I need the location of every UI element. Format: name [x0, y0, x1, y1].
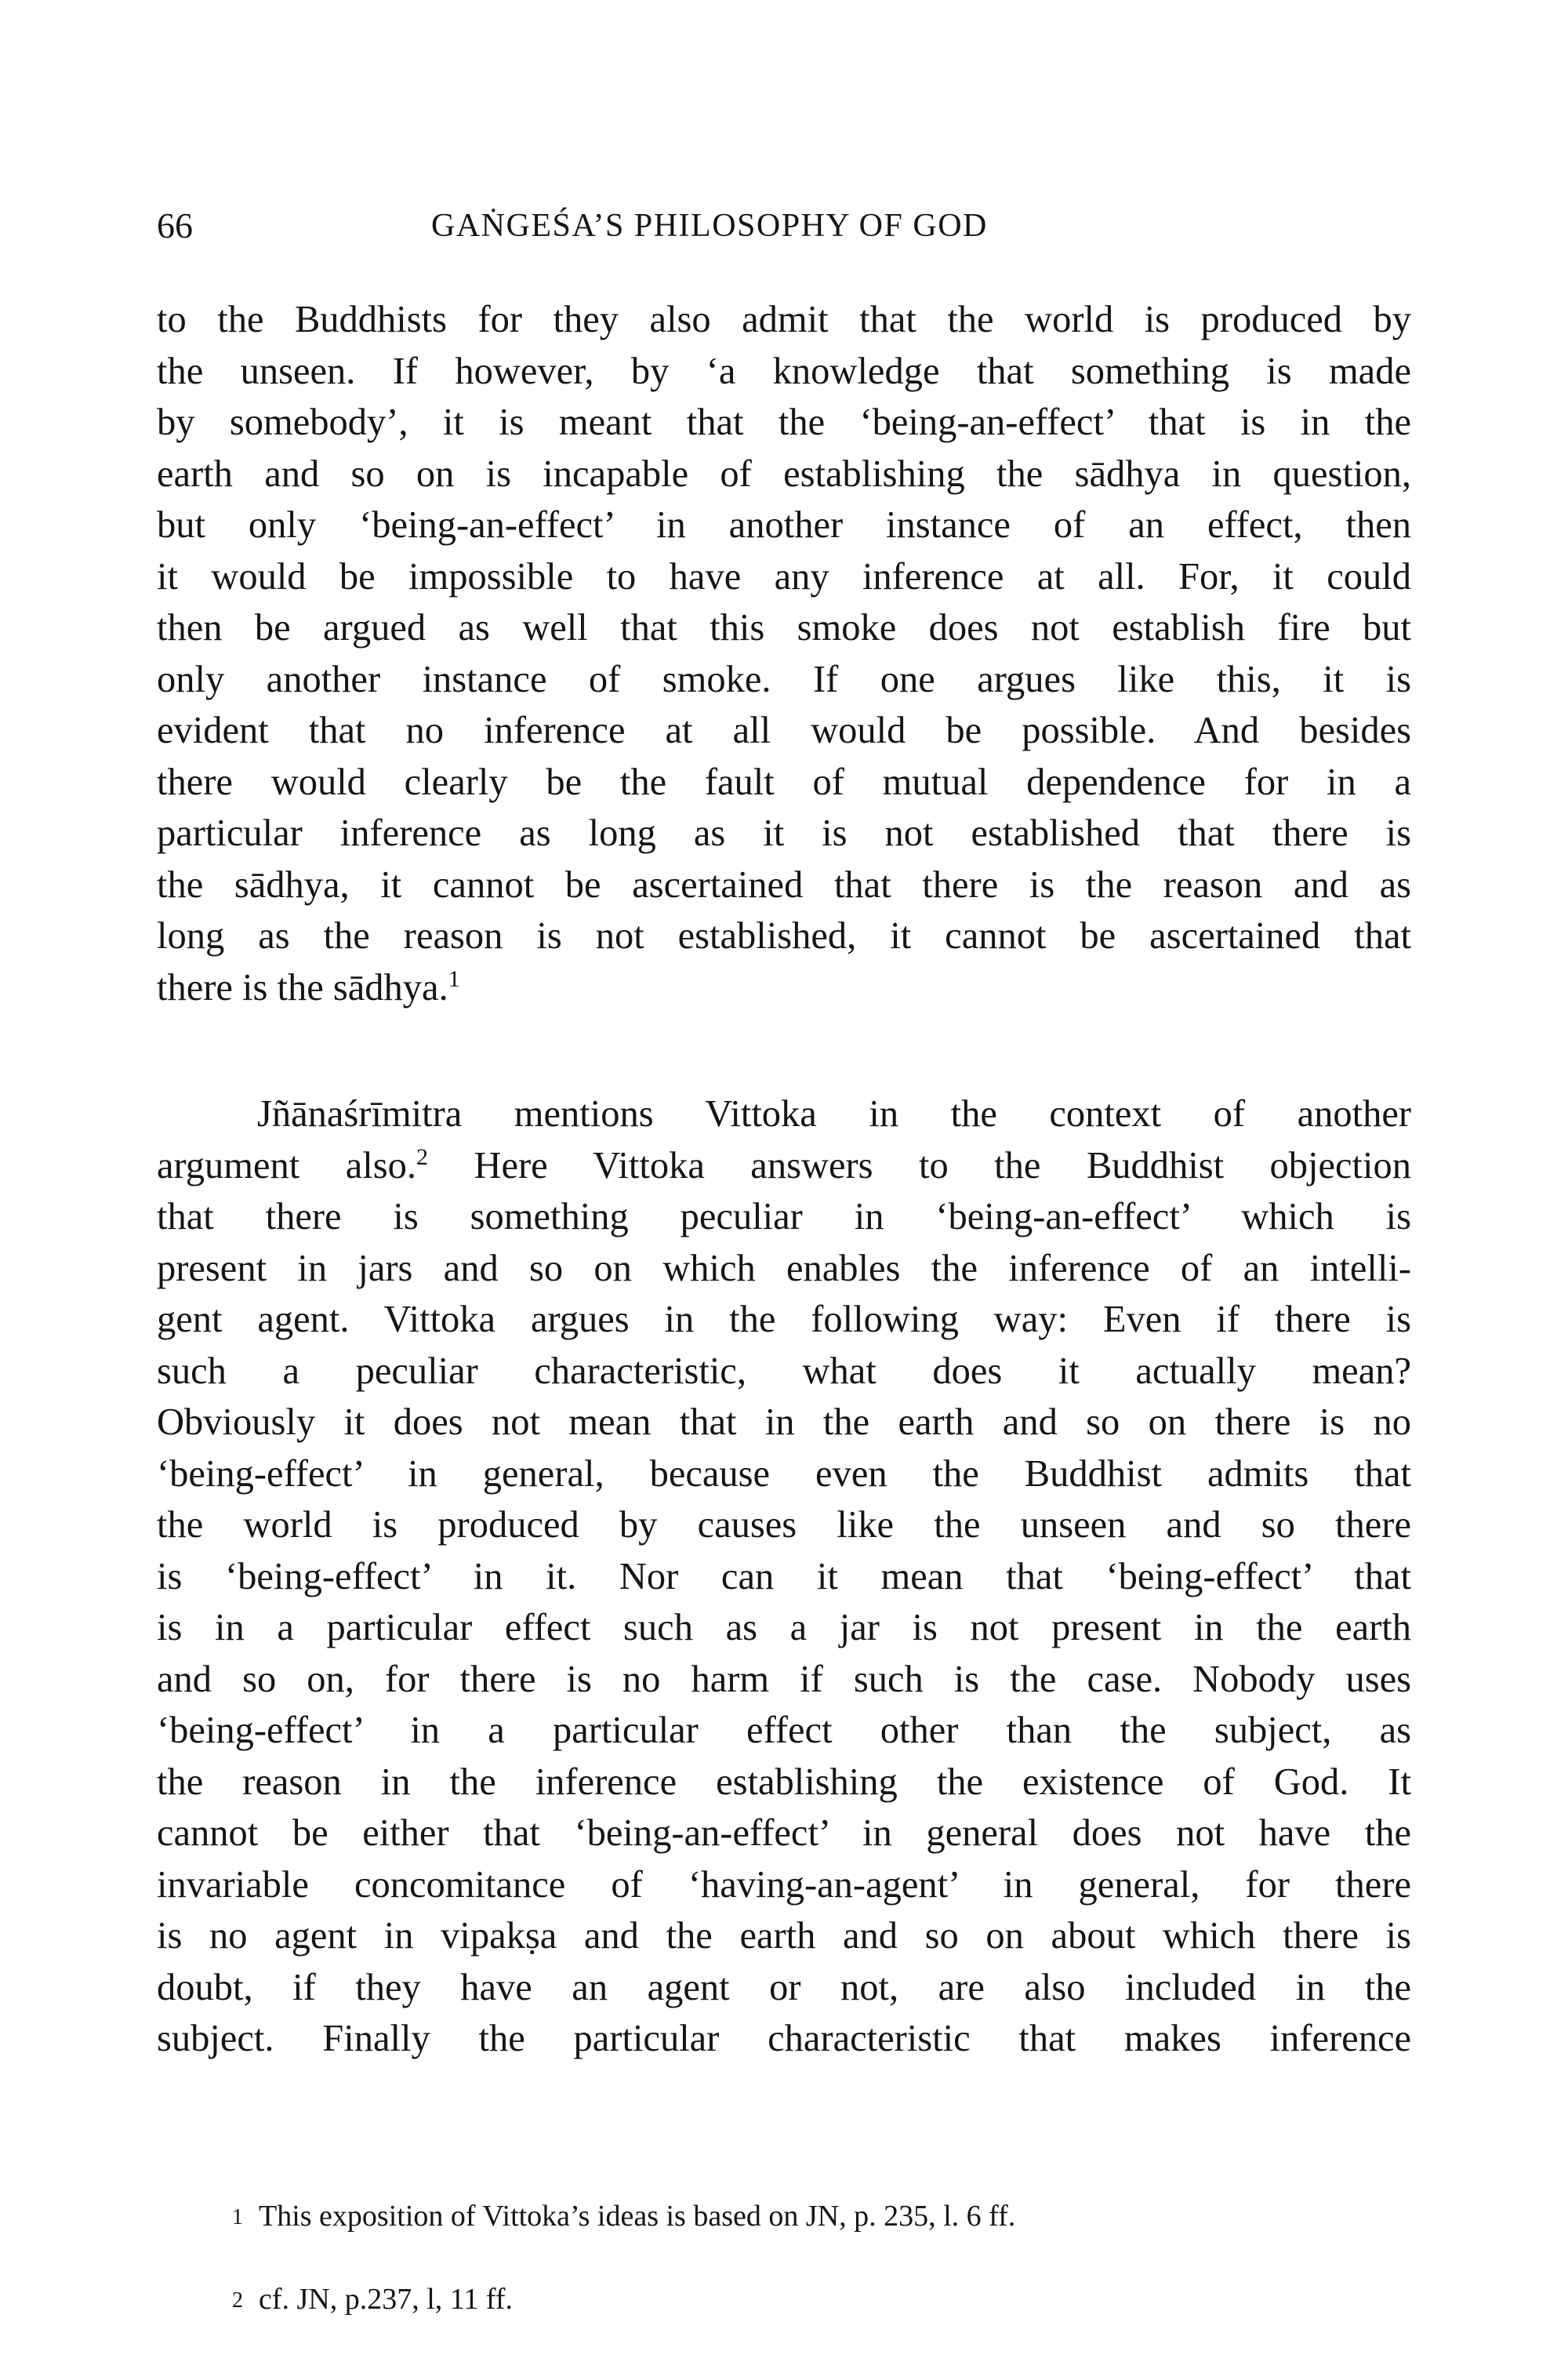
- body-line: Obviously it does not mean that in the earth and so on there is no: [157, 1401, 1411, 1443]
- paragraph-2: [157, 1088, 1411, 2065]
- body-line: [157, 1140, 1411, 1192]
- body-line: ‘being-effect’ in a particular effect other than the subject, as: [157, 1710, 1411, 1751]
- body-line: cannot be either that ‘being-an-effect’ in general does not have the: [157, 1812, 1411, 1854]
- body-line: particular inference as long as it is not established that there is: [157, 812, 1411, 854]
- page-header: [157, 202, 1121, 249]
- footnotes: [232, 2196, 1330, 2362]
- body-line: to the Buddhists for they also admit that the world is produced by: [157, 299, 1411, 340]
- body-line: doubt, if they have an agent or not, are also included in the: [157, 1966, 1411, 2008]
- footnote-text: This exposition of Vittoka’s ideas is based on JN, p. 235, l. 6 ff.: [259, 2200, 1016, 2233]
- body-line-last: [157, 962, 1411, 1014]
- body-line: then be argued as well that this smoke does not establish fire but: [157, 607, 1411, 649]
- body-line: gent agent. Vittoka argues in the following way: Even if there is: [157, 1299, 1411, 1340]
- body-line-text: argument also.: [157, 1144, 416, 1186]
- body-line: is ‘being-effect’ in it. Nor can it mean that ‘being-effect’ that: [157, 1555, 1411, 1597]
- footnote-1: [232, 2196, 1330, 2237]
- body-line: there would clearly be the fault of mutual dependence for in a: [157, 761, 1411, 803]
- body-line-text: Here Vittoka answers to the Buddhist objection: [474, 1144, 1412, 1186]
- body-line: the world is produced by causes like the unseen and so there: [157, 1504, 1411, 1546]
- footnote-mark: 1: [232, 2205, 243, 2229]
- body-line: earth and so on is incapable of establishing the sādhya in question,: [157, 452, 1411, 495]
- body-line: the reason in the inference establishing the existence of God. It: [157, 1761, 1411, 1803]
- body-line: it would be impossible to have any inference at all. For, it could: [157, 555, 1411, 598]
- footnote-mark: 2: [232, 2288, 243, 2313]
- paragraph-1: [157, 294, 1411, 1013]
- body-line: the unseen. If however, by ‘a knowledge that something is made: [157, 350, 1411, 392]
- footnote-ref-2[interactable]: 2: [416, 1143, 428, 1170]
- body-line: is in a particular effect such as a jar is not present in the earth: [157, 1607, 1411, 1648]
- running-head: GAṄGEŚA’S PHILOSOPHY OF GOD: [431, 208, 988, 244]
- body-line: by somebody’, it is meant that the ‘being-an-effect’ that is in the: [157, 402, 1411, 443]
- body-line: such a peculiar characteristic, what does it actually mean?: [157, 1350, 1411, 1392]
- footnote-ref-1[interactable]: 1: [448, 965, 460, 992]
- body-line: invariable concomitance of ‘having-an-agent’ in general, for there: [157, 1863, 1411, 1906]
- body-line: ‘being-effect’ in general, because even the Buddhist admits that: [157, 1452, 1411, 1495]
- body-line: and so on, for there is no harm if such is the case. Nobody uses: [157, 1658, 1411, 1700]
- body-line: but only ‘being-an-effect’ in another instance of an effect, then: [157, 504, 1411, 546]
- body-line: subject. Finally the particular characteristic that makes inference: [157, 2018, 1411, 2059]
- body-line: present in jars and so on which enables the inference of an intelli-: [157, 1247, 1411, 1289]
- body-line: only another instance of smoke. If one argues like this, it is: [157, 658, 1411, 700]
- page-number: 66: [157, 205, 193, 245]
- body-line: long as the reason is not established, it cannot be ascertained that: [157, 915, 1411, 957]
- body-line: evident that no inference at all would be possible. And besides: [157, 710, 1411, 751]
- body-line-text: there is the sādhya.: [157, 966, 448, 1008]
- body-line: that there is something peculiar in ‘being-an-effect’ which is: [157, 1196, 1411, 1237]
- body-line: Jñānaśrīmitra mentions Vittoka in the context of another: [257, 1093, 1411, 1135]
- body-line: the sādhya, it cannot be ascertained that there is the reason and as: [157, 863, 1411, 906]
- body-line: is no agent in vipakṣa and the earth and so on about which there is: [157, 1915, 1411, 1957]
- footnote-text: cf. JN, p.237, l, 11 ff.: [259, 2283, 514, 2316]
- footnote-2: [232, 2279, 1330, 2320]
